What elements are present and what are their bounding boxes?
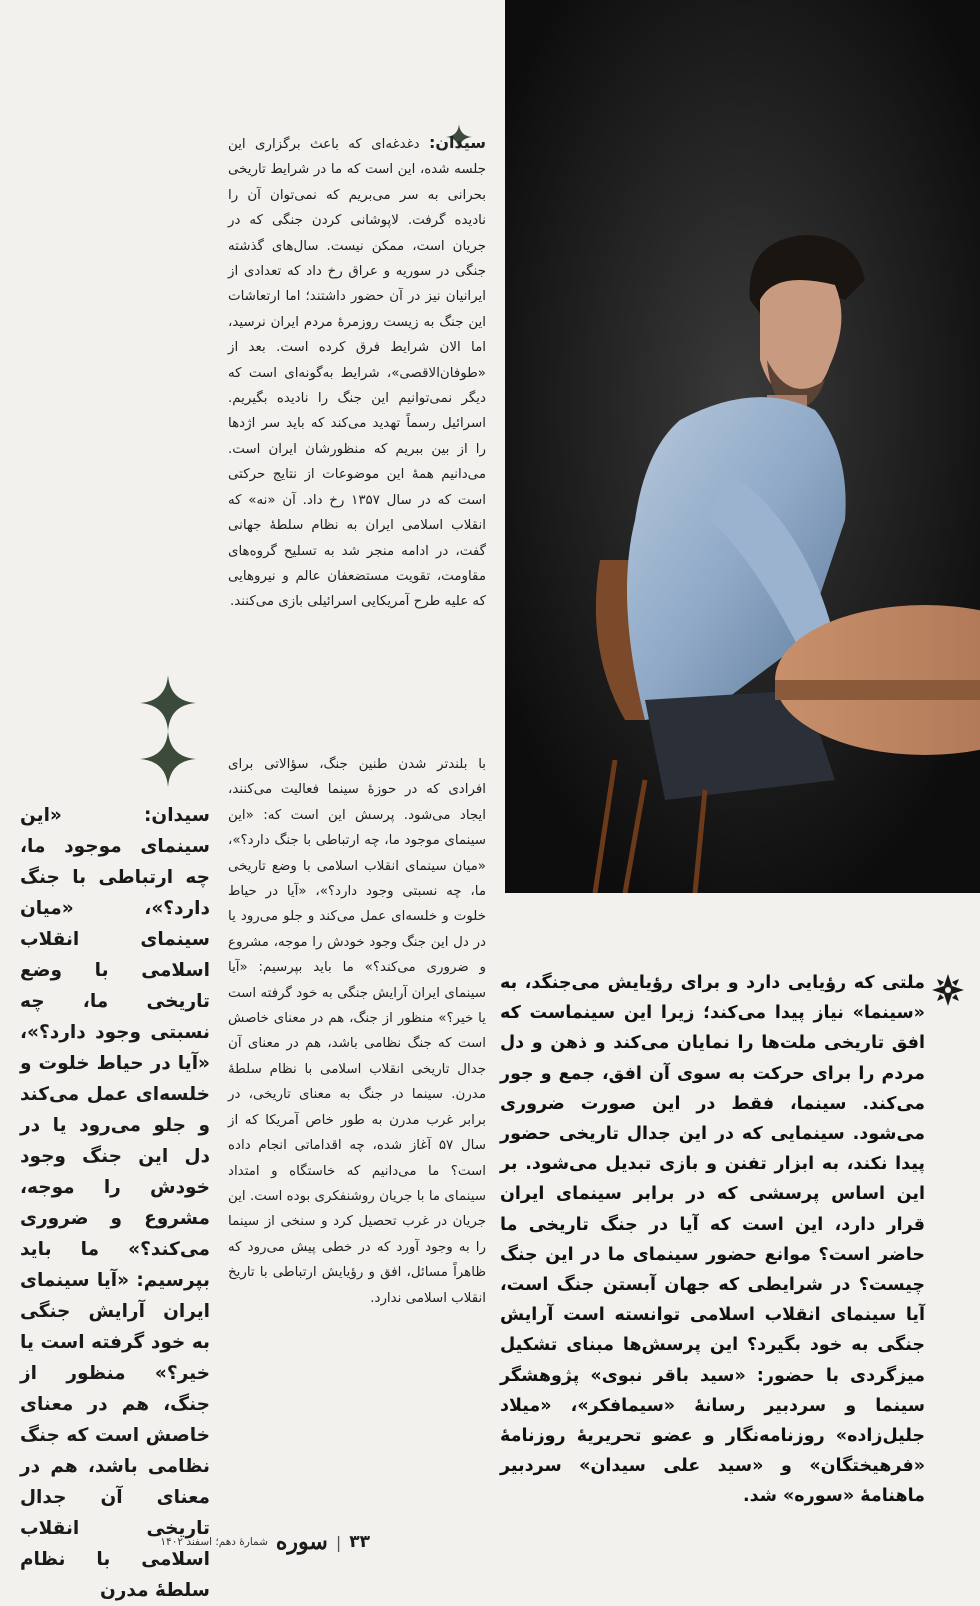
- footer-separator: |: [335, 1532, 342, 1552]
- page-footer: [70, 1530, 370, 1554]
- pull-quote: سیدان: «این سینمای موجود ما، چه ارتباطی با جنگ دارد؟»، «میان سینمای انقلاب اسلامی با وضع تاریخی ما، چه نسبتی وجود دارد؟»، «آیا در حیاط خلوت و خلسه‌ای عمل می‌کند و جلو می‌رود یا در دل این جنگ وجود خودش را موجه، مشروع و ضروری می‌کند؟» ما باید بپرسیم: «آیا سینمای ایران آرایش جنگی به خود گرفته است یا خیر؟» منظور از جنگ، هم در معنای خاصش است که جنگ نظامی باشد، هم در معنای آن جدال تاریخی انقلاب اسلامی با نظام سلطهٔ مدرن: [20, 805, 210, 1601]
- speaker-name: سیدان:: [428, 133, 487, 152]
- article-paragraph-2: با بلندتر شدن طنین جنگ، سؤالاتی برای افرادی که در حوزهٔ سینما فعالیت می‌کنند، ایجاد می‌شود. پرسش این است که: «این سینمای موجود ما، چه ارتباطی با جنگ دارد؟»، «میان سینمای انقلاب اسلامی با وضع تاریخی ما، چه نسبتی وجود دارد؟»، «آیا در حیاط خلوت و خلسه‌ای عمل می‌کند و جلو می‌رود یا در دل این جنگ وجود خودش را موجه، مشروع و ضروری می‌کند؟» ما باید بپرسیم: «آیا سینمای ایران آرایش جنگی به خود گرفته است یا خیر؟» منظور از جنگ، هم در معنای خاصش است که جنگ نظامی باشد، هم در معنای آن جدال تاریخی انقلاب اسلامی با نظام سلطهٔ مدرن. سینما در جنگ به معنای تاریخی، در برابر غرب مدرن به طور خاص آمریکا که از سال ۵۷ آغاز شده، چه اقداماتی انجام داده است؟ ما می‌دانیم که خاستگاه و امتداد سینمای ما با جریان روشنفکری بوده است. این جریان در غرب تحصیل کرد و سنخی از سینما را به وجود آورد که در خطی پیش می‌رود که ظاهراً مسائل، افق و رؤیایش ارتباطی با تاریخ انقلاب اسلامی ندارد.: [228, 757, 486, 1306]
- diamond-ornament-icon: [140, 675, 196, 787]
- article-column-2: [228, 752, 486, 1311]
- article-paragraph-1: دغدغه‌ای که باعث برگزاری این جلسه شده، این است که ما در شرایط تاریخی بحرانی به سر می‌بریم که نمی‌توان آن را نادیده گرفت. لاپوشانی کردن جنگی که در جریان است، ممکن نیست. سال‌های گذشته جنگی در سوریه و عراق رخ داد که تعدادی از ایرانیان نیز در آن حضور داشتند؛ اما ارتعاشات این جنگ به زیست روزمرهٔ مردم ایران نرسید، اما الان شرایط فرق کرده است. بعد از «طوفان‌الاقصی»، شرایط به‌گونه‌ای است که دیگر نمی‌توانیم این جنگ را نادیده بگیریم. اسرائیل رسماً تهدید می‌کند که باید سر اژدها را از بین ببریم که منظورشان ایران است. می‌دانیم همهٔ این موضوعات از نتایج حرکتی است که در سال ۱۳۵۷ رخ داد. آن «نه» که انقلاب اسلامی ایران به نظام سلطهٔ جهانی گفت، در ادامه منجر شد به تسلیح گروه‌های مقاومت، تقویت مستضعفان عالم و نیروهایی که علیه طرح آمریکایی اسرائیلی بازی می‌کنند.: [228, 137, 486, 610]
- magazine-logo: سوره: [275, 1529, 328, 1555]
- article-column-1: [228, 130, 486, 615]
- lead-paragraph: ملتی که رؤیایی دارد و برای رؤیایش می‌جنگد، به «سینما» نیاز پیدا می‌کند؛ زیرا این سینماست که افق تاریخی ملت‌ها را نمایان می‌کند و ذهن و دل مردم را برای حرکت به سوی آن افق، جمع و جور می‌کند. سینما، فقط در این صورت ضروری می‌شود. سینمایی که در این جدال تاریخی حضور پیدا نکند، به ابزار تفنن و بازی تبدیل می‌شود. بر این اساس پرسشی که در برابر سینمای ایران قرار دارد، این است که آیا در جنگ تاریخی ما حاضر است؟ موانع حضور سینمای ما در این جنگ چیست؟ در شرایطی که جهان آبستن جنگ است، آیا سینمای انقلاب اسلامی توانسته است آرایش جنگی به خود بگیرد؟ این پرسش‌ها مبنای تشکیل میزگردی با حضور: «سید باقر نبوی» پژوهشگر سینما و سردبیر رسانهٔ «سیمافکر»، «میلاد جلیل‌زاده» روزنامه‌نگار و عضو تحریریهٔ روزنامهٔ «فرهیختگان» و «سید علی سیدان» سردبیر ماهنامهٔ «سوره» شد.: [500, 973, 925, 1507]
- page-number: ۳۳: [349, 1532, 370, 1552]
- portrait-photo: [505, 0, 980, 893]
- flower-ornament-icon: [930, 972, 966, 1008]
- issue-info: شمارهٔ دهم؛ اسفند ۱۴۰۲: [160, 1536, 268, 1548]
- portrait-illustration: [505, 0, 980, 893]
